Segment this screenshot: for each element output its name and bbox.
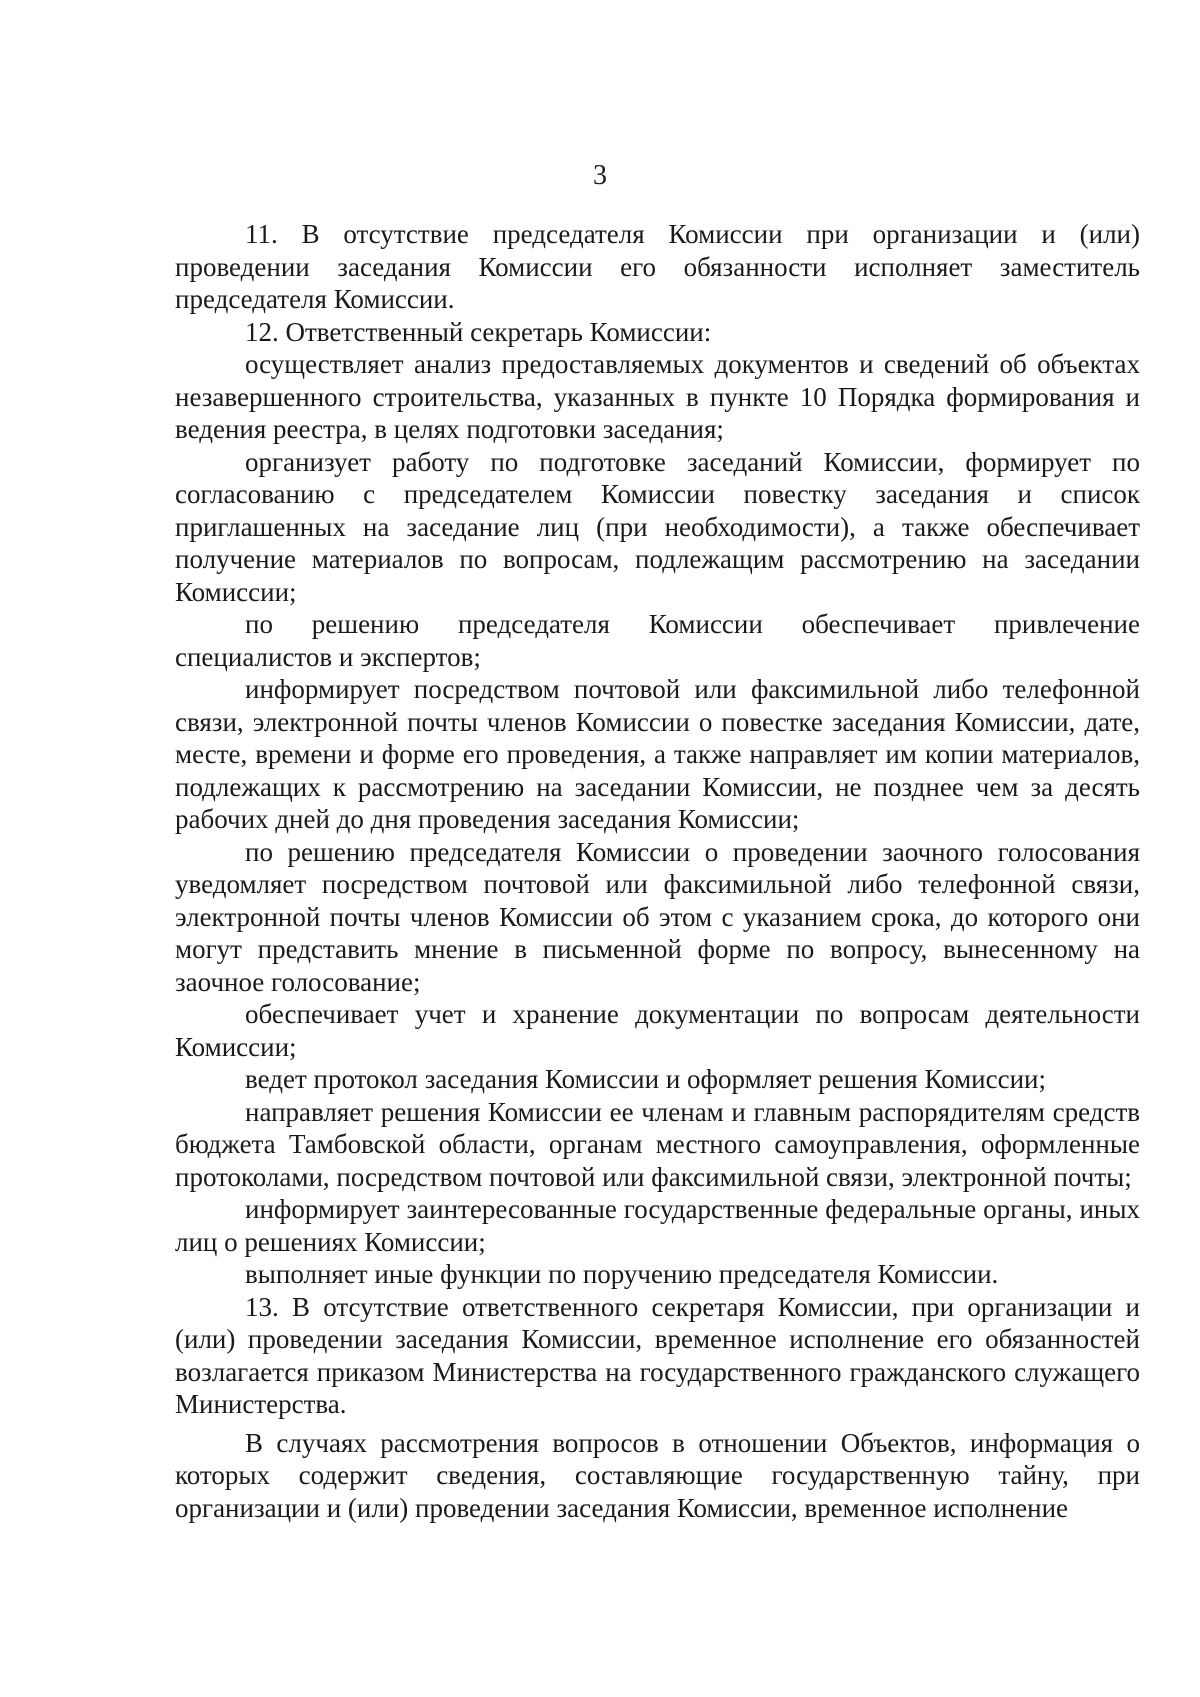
- paragraph-organizes: организует работу по подготовке заседаний Комиссии, формирует по согласованию с председателем Комиссии повестку заседания и список приглашенных на заседание лиц (при необходимости), а также обеспечивает получение материалов по вопросам, подлежащим рассмотрению на заседании Комиссии;: [175, 446, 1140, 607]
- paragraph-informs-bodies: информирует заинтересованные государственные федеральные органы, иных лиц о решениях Комиссии;: [175, 1194, 1140, 1257]
- document-body: [175, 218, 1140, 1524]
- paragraph-13: 13. В отсутствие ответственного секретаря Комиссии, при организации и (или) проведении заседания Комиссии, временное исполнение его обязанностей возлагается приказом Министерства на государственного гражданского служащего Министерства.: [175, 1291, 1140, 1419]
- paragraph-11: 11. В отсутствие председателя Комиссии при организации и (или) проведении заседания Комиссии его обязанности исполняет заместитель председателя Комиссии.: [175, 219, 1140, 314]
- paragraph-analysis: осуществляет анализ предоставляемых документов и сведений об объектах незавершенного строительства, указанных в пункте 10 Порядка формирования и ведения реестра, в целях подготовки заседания;: [175, 349, 1140, 444]
- paragraph-secret-cases: В случаях рассмотрения вопросов в отношении Объектов, информация о которых содержит сведения, составляющие государственную тайну, при организации и (или) проведении заседания Комиссии, временное исполнение: [175, 1427, 1140, 1523]
- paragraph-sends-decisions: направляет решения Комиссии ее членам и главным распорядителям средств бюджета Тамбовской области, органам местного самоуправления, оформленные протоколами, посредством почтовой или факсимильной связи, электронной почты;: [175, 1096, 1140, 1192]
- paragraph-experts: по решению председателя Комиссии обеспечивает привлечение специалистов и экспертов;: [175, 609, 1140, 672]
- paragraph-voting: по решению председателя Комиссии о проведении заочного голосования уведомляет посредством почтовой или факсимильной либо телефонной связи, электронной почты членов Комиссии об этом с указанием срока, до которого они могут представить мнение в письменной форме по вопросу, вынесенному на заочное голосование;: [175, 836, 1140, 997]
- paragraph-records: обеспечивает учет и хранение документации по вопросам деятельности Комиссии;: [175, 999, 1140, 1062]
- paragraph-12-heading: 12. Ответственный секретарь Комиссии:: [245, 316, 712, 347]
- page-number: 3: [593, 160, 607, 191]
- paragraph-informs: информирует посредством почтовой или факсимильной либо телефонной связи, электронной почты членов Комиссии о повестке заседания Комиссии, дате, месте, времени и форме его проведения, а также направляет им копии материалов, подлежащих к рассмотрению на заседании Комиссии, не позднее чем за десять рабочих дней до дня проведения заседания Комиссии;: [175, 674, 1140, 834]
- paragraph-protocol: ведет протокол заседания Комиссии и оформляет решения Комиссии;: [245, 1064, 1046, 1094]
- paragraph-other-functions: выполняет иные функции по поручению председателя Комиссии.: [245, 1259, 999, 1289]
